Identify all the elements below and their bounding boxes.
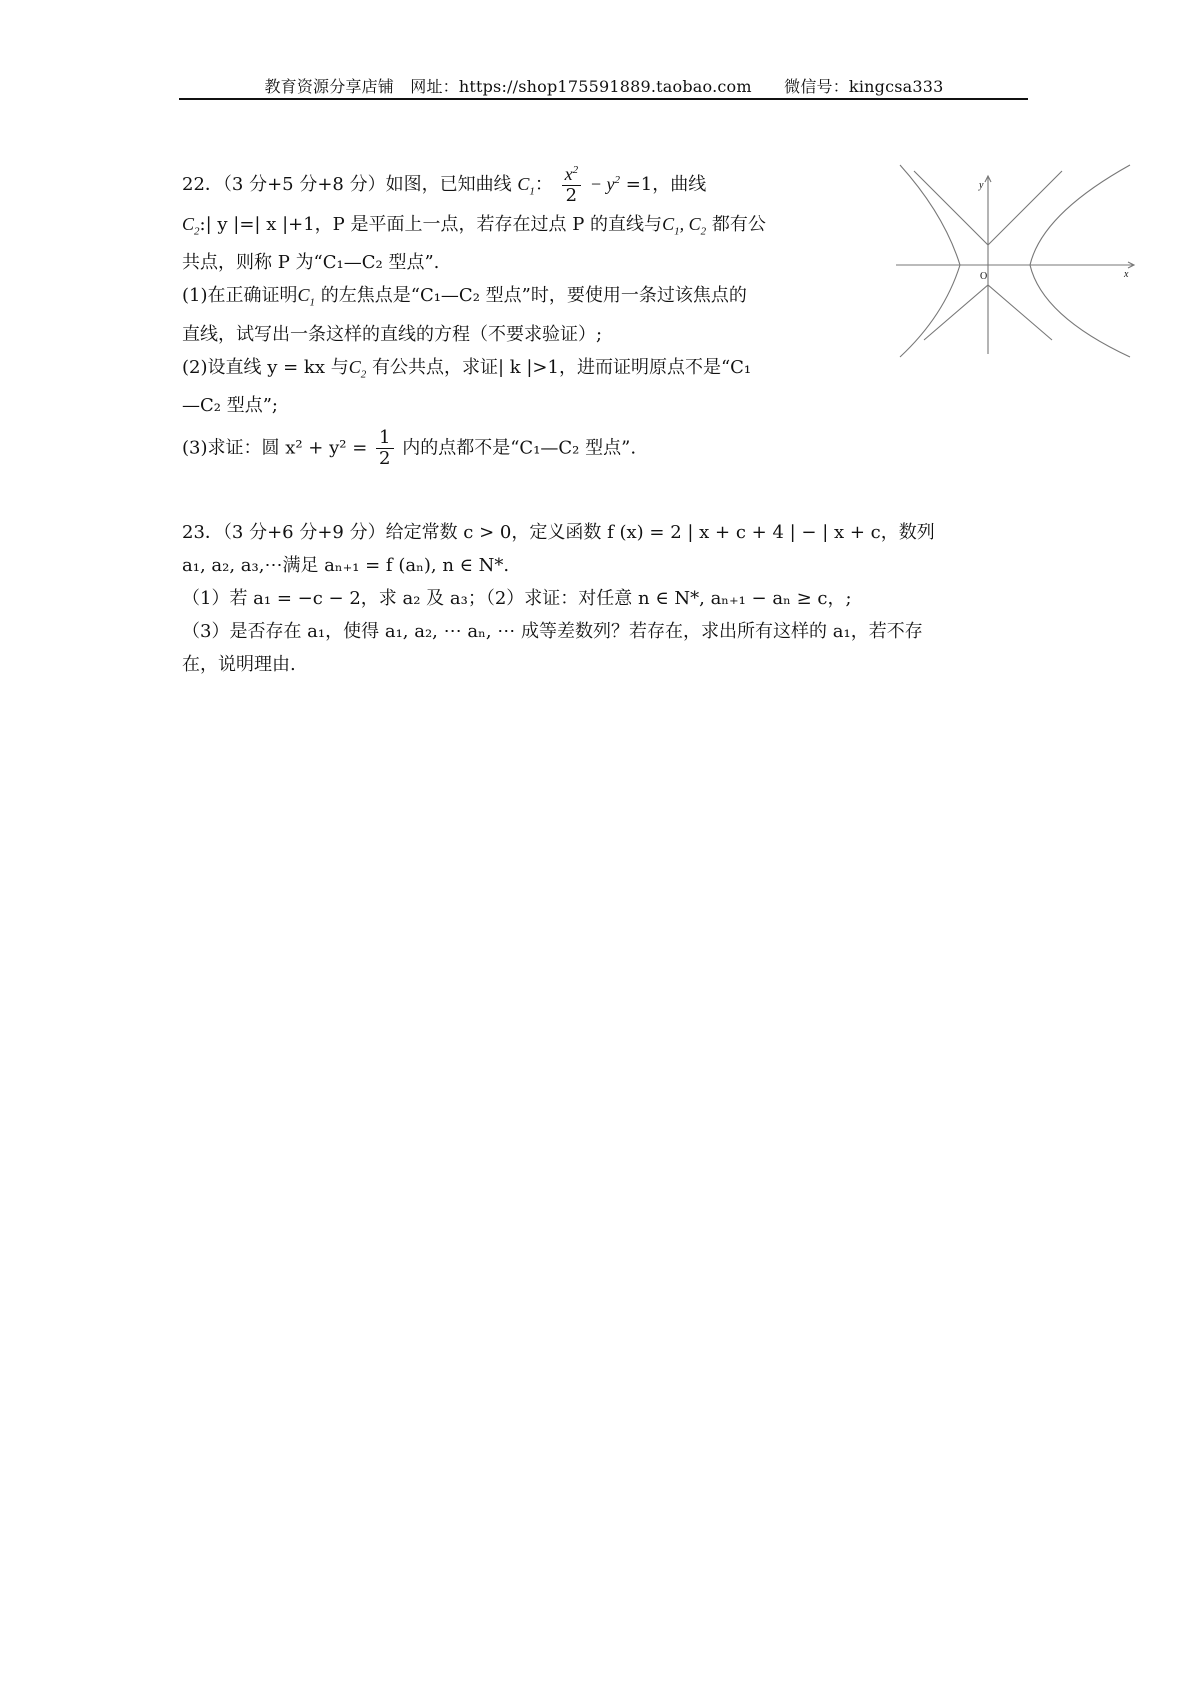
q22-part2-line-2: —C₂ 型点”; [182,395,278,417]
q22-part1-line-1: (1)在正确证明$C_1$ 的左焦点是“C₁—C₂ 型点”时，要使用一条过该焦点的 [182,285,747,309]
hyperbola-figure [888,164,1142,358]
q22-line-1 [182,164,848,208]
origin-label: O [980,271,988,282]
q22-part1-line-2: 直线，试写出一条这样的直线的方程（不要求验证）; [182,323,603,345]
curve-c1-right-branch [1030,165,1130,357]
q22-part3: (3)求证：圆 x² + y² = $\frac{1}{2}$ 内的点都不是“C₁—C₂ 型点”. [182,427,637,470]
c1-ref: $C_1$ [662,213,680,238]
q22-intro: 22．（3 分+5 分+8 分）如图，已知曲线 [182,174,512,195]
y-axis-label: y [979,180,984,191]
q22-line-2 [182,208,848,248]
q22-line2-end: 都有公 [706,213,766,235]
c1-ref-part1: $C_1$ [297,285,316,309]
c2-ref: , $C_2$ [679,213,707,238]
fraction-one-half: $\frac{1}{2}$ [376,428,393,469]
q23-line-3: （1）若 a₁ = −c − 2，求 a₂ 及 a₃；（2）求证：对任意 n ∈ N*, aₙ₊₁ − aₙ ≥ c，; [182,588,852,609]
q22-part2-line-1: (2)设直线 y = kx 与$C_2$ 有公共点，求证| k |>1，进而证明原点不是“C₁ [182,356,752,381]
c2-definition: :| y |=| x |+1，P 是平面上一点，若存在过点 P 的直线与 [199,213,663,235]
fraction-x2-over-2: $\frac{x^2}{2}$ [562,164,582,206]
q23-line-4: （3）是否存在 a₁，使得 a₁, a₂, ⋯ aₙ, ⋯ 成等差数列？若存在，求出所有这样的 a₁，若不存 [182,621,923,642]
c1-symbol: $C_1$ [517,174,535,198]
q23-line-5: 在，说明理由. [182,654,296,675]
curve-c1-left-branch [900,165,960,357]
c2-symbol: $C_2$ [182,213,200,238]
q22-line1-end: =1，曲线 [625,174,707,195]
question-23 [182,516,1026,681]
q22-line-3: 共点，则称 P 为“C₁—C₂ 型点”. [182,252,440,274]
x-axis-label: x [1124,269,1129,280]
colon: ： [534,174,553,195]
q23-line-1: 23．（3 分+6 分+9 分）给定常数 c > 0，定义函数 f (x) = 2 | x + c + 4 | − | x + c，数列 [182,522,935,543]
q23-line-2: a₁, a₂, a₃,⋯满足 aₙ₊₁ = f (aₙ), n ∈ N*. [182,555,510,576]
question-22 [182,164,848,469]
c2-ref-part2: $C_2$ [348,356,367,381]
minus-y2: − $y^2$ [589,174,620,194]
header-divider [179,98,1028,100]
page-header: 教育资源分享店铺 网址：https://shop175591889.taobao.com 微信号：kingcsa333 [264,77,944,96]
